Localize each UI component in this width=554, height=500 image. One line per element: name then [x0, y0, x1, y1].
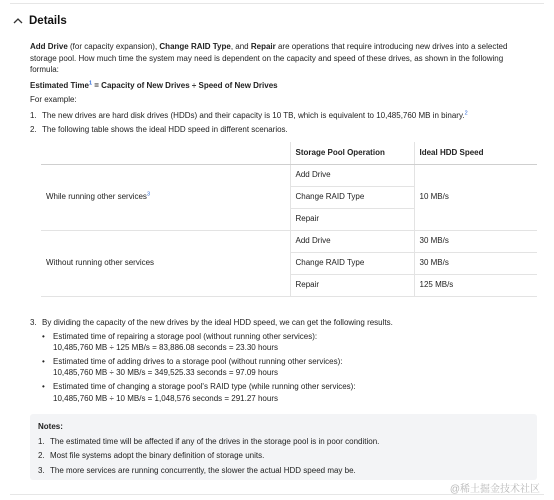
results-list-item: 3. By dividing the capacity of the new drives by the ideal HDD speed, we can get the following results. • Estimated time of repairing a storage pool (without running other services): 10,485,760 MB ÷ 125 MB/s = 83,886.08 seconds = 23.30 hours • Estimated time of adding drives to a storage pool (without running other services): 10,485,760 MB ÷ 30 MB/s = 349,525.33 seconds = 97.09 hours • Estimated time of changing a storage pool's RAID type (while running other services): 10,485,760 MB ÷ 10 MB/s = 1,048,576 seconds = 291.27 hours [30, 317, 530, 404]
op-add-drive: Add Drive [30, 42, 68, 51]
details-content [30, 41, 530, 475]
table-row: Change RAID Type 30 MB/s [41, 252, 537, 274]
hdd-speed-table [41, 142, 537, 297]
table-row: While running other services$^3$ Add Drive 10 MB/s [41, 164, 537, 186]
table-row: Repair 125 MB/s [41, 274, 537, 296]
table-row: Repair [41, 208, 537, 230]
list-item: 2. The following table shows the ideal HDD speed in different scenarios. [30, 124, 288, 134]
footnote-ref-2[interactable]: 2 [464, 110, 468, 117]
section-title: Details [29, 15, 67, 27]
op-repair: Repair [250, 42, 276, 51]
table-header-row: Storage Pool Operation Ideal HDD Speed [41, 142, 537, 164]
for-example-label: For example: [30, 95, 77, 105]
list-item: 1. The new drives are hard disk drives (HDDs) and their capacity is 10 TB, which is equivalent to 10,485,760 MB in binary.$^2$ [30, 110, 468, 120]
top-divider [10, 3, 544, 4]
chevron-up-icon[interactable] [13, 16, 23, 26]
watermark: @稀土掘金技术社区 [449, 484, 540, 495]
footnote-ref-1[interactable]: 1 [88, 80, 93, 87]
note-item: 3. The more services are running concurrently, the slower the actual HDD speed may be. [38, 465, 356, 475]
speed-cell: 10 MB/s [414, 164, 537, 230]
list-item: • Estimated time of changing a storage pool's RAID type (while running other services): 10,485,760 MB ÷ 10 MB/s = 1,048,576 seconds = 291.27 hours [42, 381, 356, 403]
scenario-cell: While running other services$^3$ [41, 164, 290, 230]
scenario-cell: Without running other services [41, 230, 290, 296]
footnote-ref-3[interactable]: 3 [146, 191, 150, 198]
intro-paragraph: Add Drive (for capacity expansion), Change RAID Type, and Repair are operations that require introducing new drives into a selected storage pool. How much time the system may need is dependent on the capacity and speed of these drives, as shown in the following formula: [30, 42, 508, 75]
op-change-raid: Change RAID Type [159, 42, 231, 51]
list-item: • Estimated time of adding drives to a storage pool (without running other services): 10,485,760 MB ÷ 30 MB/s = 349,525.33 seconds = 97.09 hours [42, 356, 343, 378]
notes-box [30, 414, 537, 480]
details-header[interactable] [13, 13, 67, 30]
list-item: • Estimated time of repairing a storage pool (without running other services): 10,485,760 MB ÷ 125 MB/s = 83,886.08 seconds = 23.30 hours [42, 331, 318, 353]
table-row: Without running other services Add Drive 30 MB/s [41, 230, 537, 252]
table-row: Change RAID Type [41, 186, 537, 208]
note-item: 2. Most file systems adopt the binary definition of storage units. [38, 451, 265, 461]
notes-title: Notes: [38, 422, 63, 431]
note-item: 1. The estimated time will be affected if any of the drives in the storage pool is in poor condition. [38, 436, 380, 446]
formula: Estimated Time$^1$ = Capacity of New Drives ÷ Speed of New Drives [30, 80, 278, 90]
